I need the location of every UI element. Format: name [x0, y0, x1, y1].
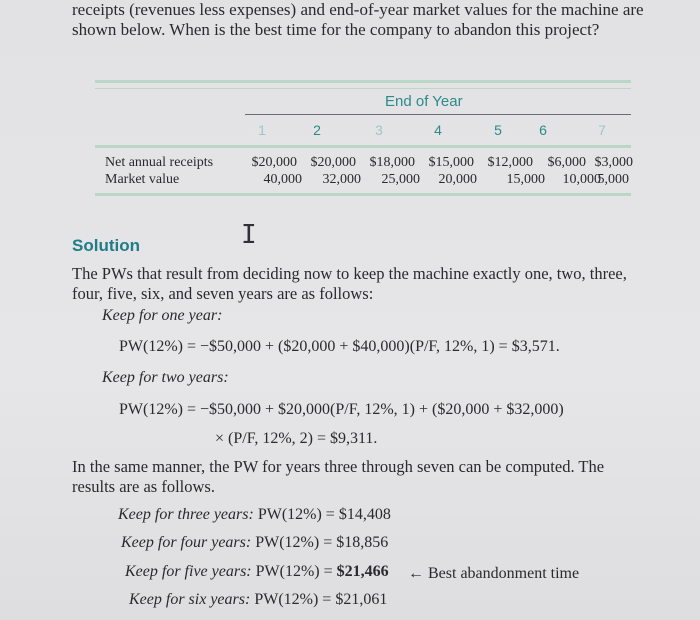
result-pw: PW(12%) =: [257, 506, 335, 523]
result-label: Keep for six years:: [129, 591, 251, 608]
year-cell: 4: [434, 122, 442, 138]
result-value: $21,061: [335, 591, 388, 608]
cell: $20,000: [251, 155, 297, 170]
year-row: [95, 121, 631, 145]
table-bottom-rule: [95, 193, 631, 196]
year-cell: 7: [598, 122, 606, 138]
year-cell: 3: [375, 122, 383, 138]
cell: 15,000: [506, 172, 545, 187]
intro-text: [72, 0, 672, 40]
keep-two-years-equation-line-2: × (P/F, 12%, 2) = $9,311.: [215, 430, 378, 447]
table-top-rule-2: [95, 88, 631, 89]
solution-heading: Solution: [72, 236, 140, 255]
cell: 20,000: [438, 172, 477, 187]
result-pw: PW(12%) =: [255, 534, 333, 551]
paragraph-line: The PWs that result from deciding now to keep the machine exactly one, two, three,: [72, 264, 627, 283]
year-cell: 6: [539, 122, 547, 138]
intro-line: shown below. When is the best time for the company to abandon this project?: [72, 20, 600, 39]
paragraph-line: In the same manner, the PW for years three through seven can be computed. The: [72, 457, 605, 476]
cell: $20,000: [310, 155, 356, 170]
result-row: [125, 563, 389, 581]
keep-two-years-equation-line-1: PW(12%) = −$50,000 + $20,000(P/F, 12%, 1) + ($20,000 + $32,000): [119, 401, 564, 418]
result-value-best: $21,466: [336, 563, 389, 580]
result-label: Keep for four years:: [121, 534, 252, 551]
cell: $15,000: [428, 155, 474, 170]
paragraph-line: four, five, six, and seven years are as follows:: [72, 284, 374, 303]
result-row: [121, 534, 388, 552]
solution-paragraph-2: [72, 457, 672, 497]
result-value: $14,408: [338, 506, 391, 523]
result-label: Keep for three years:: [118, 506, 254, 523]
result-label: Keep for five years:: [125, 563, 252, 580]
cell: $18,000: [369, 155, 415, 170]
cell: $6,000: [547, 155, 586, 170]
cell: 32,000: [322, 172, 361, 187]
cell: 5,000: [597, 172, 629, 187]
header-underline: [245, 114, 631, 115]
result-value: $18,856: [336, 534, 389, 551]
result-row: [118, 506, 391, 524]
year-cell: 2: [313, 122, 321, 138]
year-rule: [95, 145, 631, 148]
keep-two-years-label: Keep for two years:: [102, 369, 229, 386]
text-cursor-icon: I: [241, 220, 257, 250]
result-pw: PW(12%) =: [254, 591, 332, 608]
result-row: [129, 591, 387, 609]
intro-line: receipts (revenues less expenses) and end-of-year market values for the machine are: [72, 0, 644, 19]
table-top-rule: [95, 80, 631, 83]
solution-paragraph-1: [72, 264, 672, 304]
cell: 40,000: [263, 172, 302, 187]
cell: $12,000: [487, 155, 533, 170]
year-cell: 5: [494, 122, 502, 138]
cell: 10,000: [562, 172, 601, 187]
table-header: End of Year: [385, 93, 463, 110]
keep-one-year-equation: PW(12%) = −$50,000 + ($20,000 + $40,000)(P/F, 12%, 1) = $3,571.: [119, 338, 560, 355]
best-abandonment-note: ← Best abandonment time: [408, 565, 580, 582]
cell: $3,000: [594, 155, 633, 170]
row-label: Market value: [105, 172, 180, 187]
result-pw: PW(12%) =: [255, 563, 333, 580]
cell: 25,000: [381, 172, 420, 187]
row-label: Net annual receipts: [105, 155, 214, 170]
keep-one-year-label: Keep for one year:: [102, 307, 223, 324]
year-cell: 1: [258, 122, 266, 138]
paragraph-line: results are as follows.: [72, 477, 215, 496]
